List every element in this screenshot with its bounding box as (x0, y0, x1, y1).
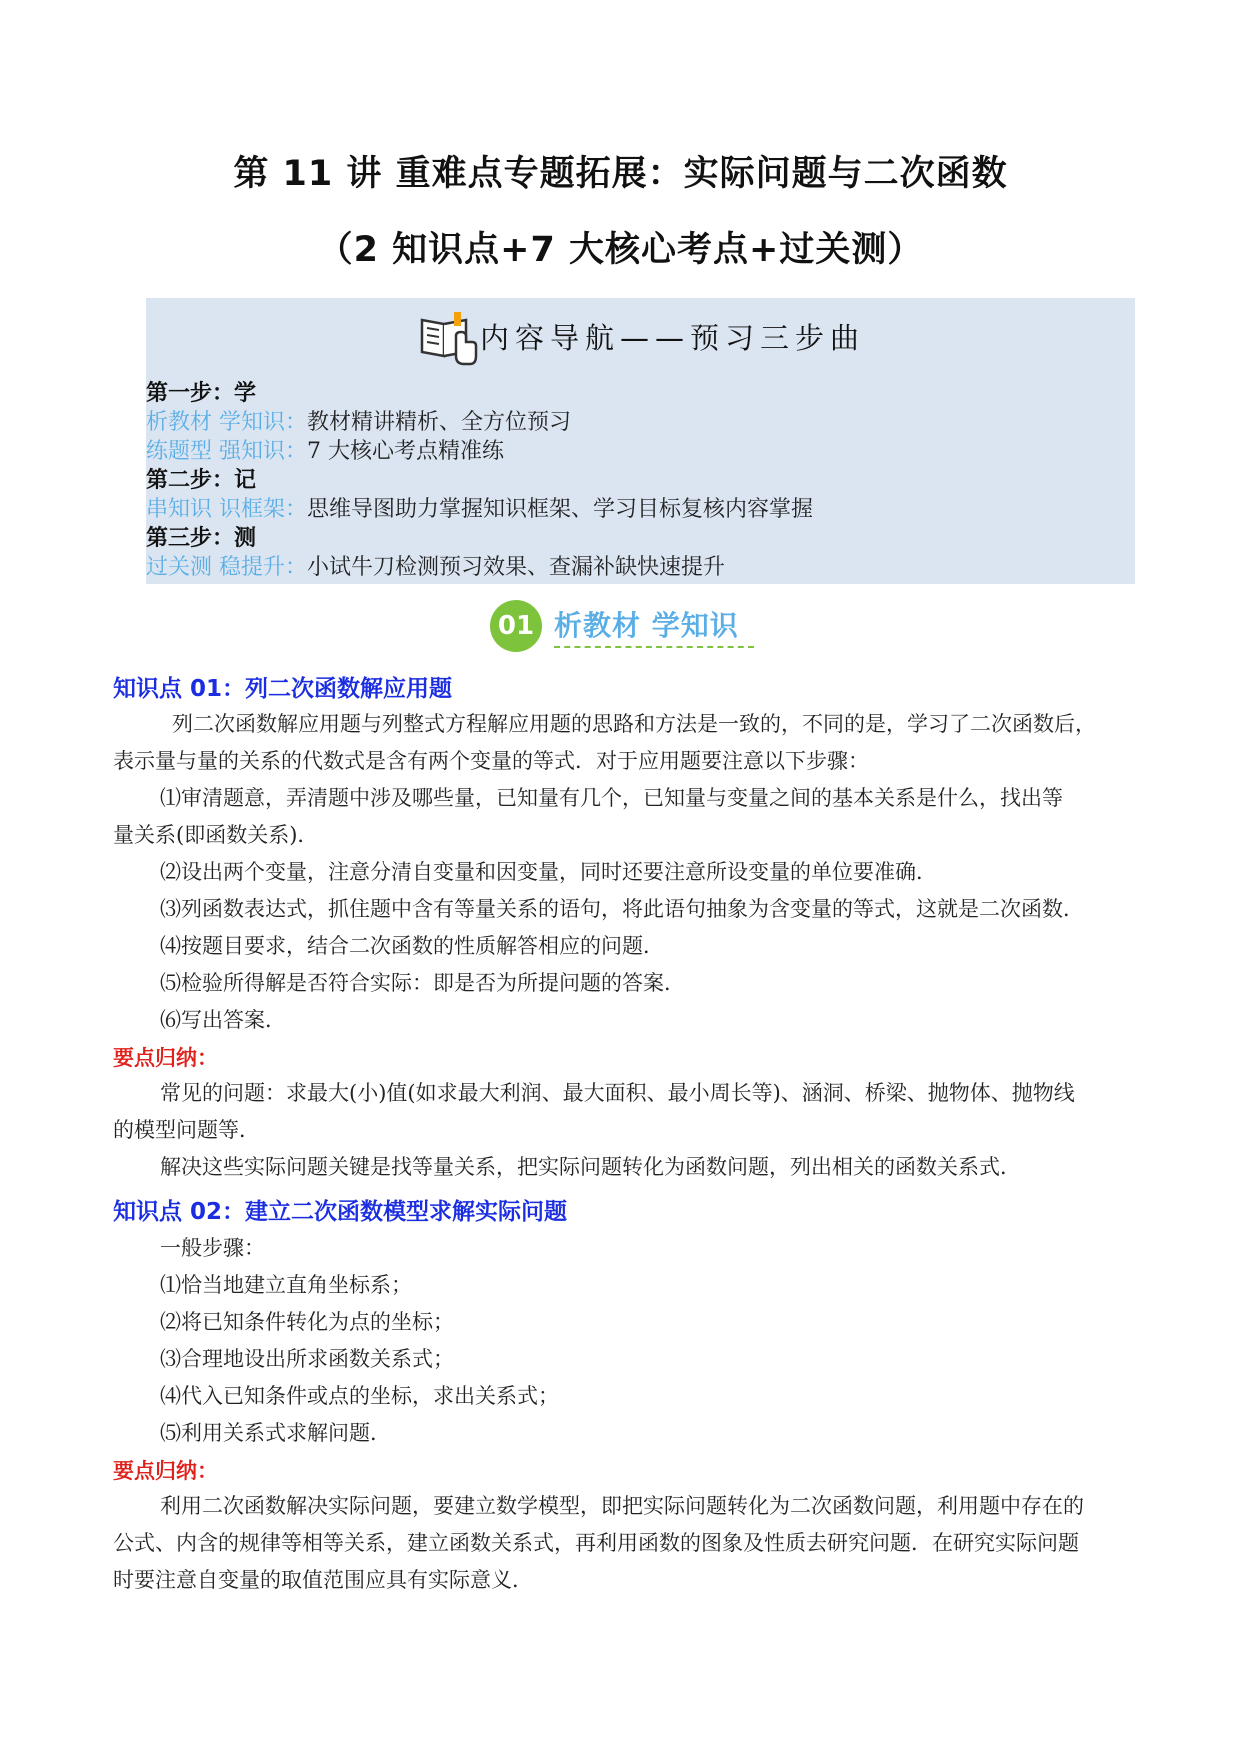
page-title: 第 11 讲 重难点专题拓展：实际问题与二次函数 (233, 154, 1008, 194)
kp2-intro: 一般步骤： (160, 1236, 265, 1260)
kp2-keynote-line-2: 公式、内含的规律等相等关系，建立函数关系式，再利用函数的图象及性质去研究问题．在研究实际问题 (113, 1531, 1079, 1555)
kp1-step-2: ⑵设出两个变量，注意分清自变量和因变量，同时还要注意所设变量的单位要准确． (160, 860, 937, 884)
kp2-step-1: ⑴恰当地建立直角坐标系； (160, 1273, 412, 1297)
kp2-step-4: ⑷代入已知条件或点的坐标，求出关系式； (160, 1384, 559, 1408)
kp1-keynote-line-2: 的模型问题等． (113, 1118, 260, 1142)
step-one-item-2: 练题型 强知识：7 大核心考点精准练 (146, 439, 504, 464)
kp1-step-4: ⑷按题目要求，结合二次函数的性质解答相应的问题． (160, 934, 664, 958)
page-subtitle: （2 知识点+7 大核心考点+过关测） (317, 230, 924, 270)
step-three: 第三步：测 (146, 526, 257, 551)
step-two: 第二步：记 (146, 468, 257, 493)
step-one-item-1: 析教材 学知识：教材精讲精析、全方位预习 (146, 410, 572, 435)
step-three-item-1: 过关测 稳提升：小试牛刀检测预习效果、查漏补缺快速提升 (146, 555, 726, 580)
nav-header-title: 内容导航——预习三步曲 (479, 320, 865, 355)
kp1-step-6: ⑹写出答案． (160, 1008, 286, 1032)
kp1-keynote-line-1: 常见的问题：求最大(小)值(如求最大利润、最大面积、最小周长等)、涵洞、桥梁、抛物体、抛物线 (160, 1081, 1075, 1105)
content-navigation-box (146, 298, 1135, 584)
kp1-step-1-line-1: ⑴审清题意，弄清题中涉及哪些量，已知量有几个，已知量与变量之间的基本关系是什么，找出等 (160, 786, 1063, 810)
kp2-keynote-line-3: 时要注意自变量的取值范围应具有实际意义． (113, 1568, 533, 1592)
kp2-keynote-line-1: 利用二次函数解决实际问题，要建立数学模型，即把实际问题转化为二次函数问题，利用题中存在的 (160, 1494, 1084, 1518)
kp2-keynote-label: 要点归纳： (113, 1459, 218, 1483)
kp1-keynote-line-3: 解决这些实际问题关键是找等量关系，把实际问题转化为函数问题，列出相关的函数关系式． (160, 1155, 1021, 1179)
kp2-step-2: ⑵将已知条件转化为点的坐标； (160, 1310, 454, 1334)
kp2-step-3: ⑶合理地设出所求函数关系式； (160, 1347, 454, 1371)
nav-header (146, 308, 1135, 364)
kp1-intro-line-1: 列二次函数解应用题与列整式方程解应用题的思路和方法是一致的，不同的是，学习了二次函数后， (172, 712, 1096, 736)
kp1-keynote-label: 要点归纳： (113, 1046, 218, 1070)
knowledge-point-02-title: 知识点 02：建立二次函数模型求解实际问题 (113, 1199, 568, 1225)
step-two-item-1: 串知识 识框架：思维导图助力掌握知识框架、学习目标复核内容掌握 (146, 497, 814, 522)
kp1-step-1-line-2: 量关系(即函数关系)． (113, 823, 319, 847)
kp2-step-5: ⑸利用关系式求解问题． (160, 1421, 391, 1445)
section-banner (490, 598, 770, 654)
knowledge-point-01-title: 知识点 01：列二次函数解应用题 (113, 676, 453, 702)
kp1-intro-line-2: 表示量与量的关系的代数式是含有两个变量的等式．对于应用题要注意以下步骤： (113, 749, 869, 773)
banner-underline (554, 646, 754, 648)
section-banner-title: 析教材 学知识 (554, 609, 739, 642)
kp1-step-3: ⑶列函数表达式，抓住题中含有等量关系的语句，将此语句抽象为含变量的等式，这就是二次函数． (160, 897, 1084, 921)
kp1-step-5: ⑸检验所得解是否符合实际：即是否为所提问题的答案． (160, 971, 685, 995)
step-one: 第一步：学 (146, 381, 257, 406)
book-pointer-icon (416, 306, 478, 366)
section-number-badge: 01 (490, 600, 542, 652)
